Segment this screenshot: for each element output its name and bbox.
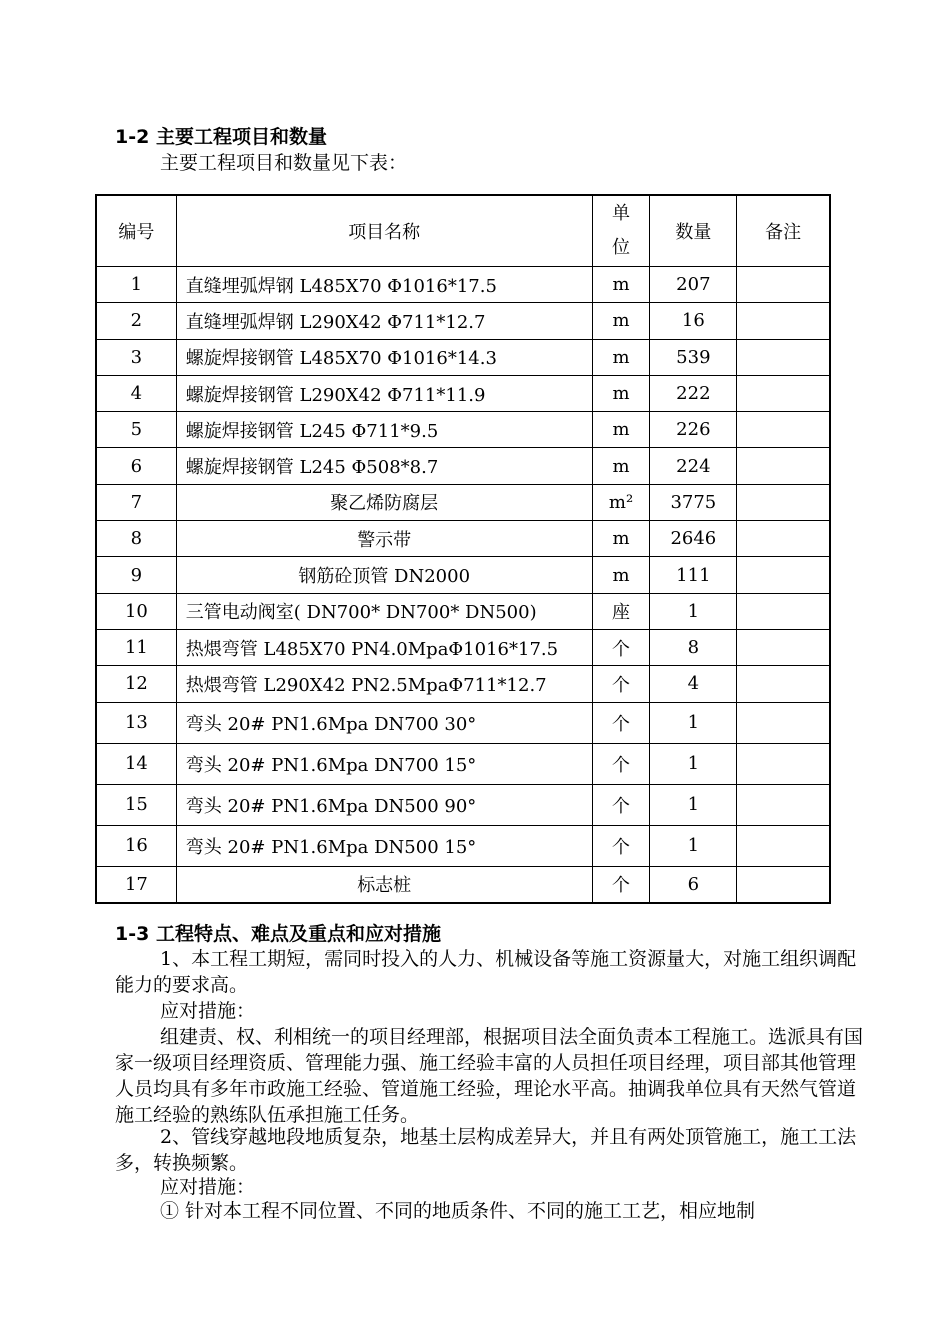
cell-number: 9 <box>96 557 176 593</box>
table-row <box>96 593 830 629</box>
cell-unit: m <box>592 448 650 484</box>
cell-quantity: 1 <box>650 702 737 743</box>
cell-quantity: 3775 <box>650 484 737 520</box>
cell-number: 15 <box>96 784 176 825</box>
cell-number: 7 <box>96 484 176 520</box>
cell-unit: 座 <box>592 593 650 629</box>
cell-item-name: 标志桩 <box>176 866 592 903</box>
table-row <box>96 702 830 743</box>
table-row <box>96 743 830 784</box>
cell-number: 13 <box>96 702 176 743</box>
table-header-row <box>96 195 830 267</box>
cell-quantity: 4 <box>650 666 737 702</box>
cell-number: 1 <box>96 267 176 303</box>
cell-remarks <box>737 412 830 448</box>
cell-quantity: 207 <box>650 267 737 303</box>
cell-quantity: 224 <box>650 448 737 484</box>
table-row <box>96 448 830 484</box>
cell-remarks <box>737 557 830 593</box>
cell-item-name: 螺旋焊接钢管 L290X42 Φ711*11.9 <box>176 375 592 411</box>
table-row <box>96 267 830 303</box>
cell-remarks <box>737 484 830 520</box>
cell-quantity: 539 <box>650 339 737 375</box>
cell-item-name: 弯头 20# PN1.6Mpa DN500 90° <box>176 784 592 825</box>
cell-number: 8 <box>96 521 176 557</box>
cell-remarks <box>737 375 830 411</box>
cell-item-name: 钢筋砼顶管 DN2000 <box>176 557 592 593</box>
table-row <box>96 339 830 375</box>
table-row <box>96 375 830 411</box>
cell-remarks <box>737 743 830 784</box>
table-row <box>96 557 830 593</box>
cell-item-name: 螺旋焊接钢管 L245 Φ508*8.7 <box>176 448 592 484</box>
section-heading-1-2: 1-2 主要工程项目和数量 <box>115 126 327 148</box>
cell-item-name: 三管电动阀室( DN700* DN700* DN500) <box>176 593 592 629</box>
cell-unit: m <box>592 303 650 339</box>
cell-remarks <box>737 267 830 303</box>
cell-quantity: 1 <box>650 743 737 784</box>
cell-number: 2 <box>96 303 176 339</box>
project-quantity-table <box>95 194 831 904</box>
cell-number: 17 <box>96 866 176 903</box>
cell-unit: m <box>592 557 650 593</box>
cell-number: 12 <box>96 666 176 702</box>
cell-number: 16 <box>96 825 176 866</box>
cell-number: 3 <box>96 339 176 375</box>
paragraph-4: 2、管线穿越地段地质复杂，地基土层构成差异大，并且有两处顶管施工，施工工法多，转换频繁。 <box>115 1126 857 1174</box>
cell-unit: 个 <box>592 866 650 903</box>
table-row <box>96 629 830 665</box>
table-row <box>96 303 830 339</box>
cell-number: 14 <box>96 743 176 784</box>
cell-number: 5 <box>96 412 176 448</box>
table-row <box>96 825 830 866</box>
cell-unit: 个 <box>592 743 650 784</box>
header-number: 编号 <box>96 195 176 267</box>
cell-remarks <box>737 521 830 557</box>
cell-remarks <box>737 593 830 629</box>
paragraph-5: 应对措施： <box>160 1176 256 1198</box>
table-row <box>96 784 830 825</box>
cell-remarks <box>737 784 830 825</box>
cell-item-name: 弯头 20# PN1.6Mpa DN700 30° <box>176 702 592 743</box>
cell-unit: m <box>592 521 650 557</box>
paragraph-2: 应对措施： <box>160 1000 256 1022</box>
cell-unit: m² <box>592 484 650 520</box>
cell-item-name: 螺旋焊接钢管 L485X70 Φ1016*14.3 <box>176 339 592 375</box>
cell-item-name: 热煨弯管 L485X70 PN4.0MpaΦ1016*17.5 <box>176 629 592 665</box>
table-body <box>96 267 830 903</box>
cell-remarks <box>737 866 830 903</box>
cell-remarks <box>737 825 830 866</box>
cell-unit: m <box>592 375 650 411</box>
paragraph-1: 1、本工程工期短，需同时投入的人力、机械设备等施工资源量大，对施工组织调配能力的要求高。 <box>115 948 857 996</box>
cell-quantity: 222 <box>650 375 737 411</box>
cell-unit: 个 <box>592 702 650 743</box>
cell-quantity: 226 <box>650 412 737 448</box>
cell-remarks <box>737 448 830 484</box>
cell-quantity: 1 <box>650 593 737 629</box>
cell-number: 10 <box>96 593 176 629</box>
cell-remarks <box>737 629 830 665</box>
cell-unit: m <box>592 412 650 448</box>
table-row <box>96 666 830 702</box>
paragraph-3: 组建责、权、利相统一的项目经理部，根据项目法全面负责本工程施工。选派具有国家一级项目经理资质、管理能力强、施工经验丰富的人员担任项目经理，项目部其他管理人员均具有多年市政施工经验、管道施工经验，理论水平高。抽调我单位具有天然气管道施工经验的熟练队伍承担施工任务。 <box>115 1026 864 1126</box>
cell-quantity: 111 <box>650 557 737 593</box>
cell-quantity: 6 <box>650 866 737 903</box>
cell-quantity: 1 <box>650 825 737 866</box>
cell-item-name: 直缝埋弧焊钢 L290X42 Φ711*12.7 <box>176 303 592 339</box>
cell-unit: 个 <box>592 629 650 665</box>
cell-unit: 个 <box>592 666 650 702</box>
cell-item-name: 弯头 20# PN1.6Mpa DN500 15° <box>176 825 592 866</box>
cell-remarks <box>737 666 830 702</box>
cell-number: 11 <box>96 629 176 665</box>
cell-quantity: 2646 <box>650 521 737 557</box>
cell-item-name: 弯头 20# PN1.6Mpa DN700 15° <box>176 743 592 784</box>
header-remarks: 备注 <box>737 195 830 267</box>
header-quantity: 数量 <box>650 195 737 267</box>
cell-remarks <box>737 702 830 743</box>
table-row <box>96 521 830 557</box>
cell-item-name: 聚乙烯防腐层 <box>176 484 592 520</box>
section-intro: 主要工程项目和数量见下表： <box>160 152 408 174</box>
cell-unit: 个 <box>592 784 650 825</box>
cell-remarks <box>737 303 830 339</box>
cell-number: 6 <box>96 448 176 484</box>
section-heading-1-3: 1-3 工程特点、难点及重点和应对措施 <box>115 923 441 945</box>
cell-quantity: 1 <box>650 784 737 825</box>
cell-quantity: 16 <box>650 303 737 339</box>
cell-item-name: 热煨弯管 L290X42 PN2.5MpaΦ711*12.7 <box>176 666 592 702</box>
cell-item-name: 警示带 <box>176 521 592 557</box>
cell-remarks <box>737 339 830 375</box>
cell-item-name: 直缝埋弧焊钢 L485X70 Φ1016*17.5 <box>176 267 592 303</box>
table-row <box>96 866 830 903</box>
header-item-name: 项目名称 <box>176 195 592 267</box>
cell-unit: 个 <box>592 825 650 866</box>
cell-item-name: 螺旋焊接钢管 L245 Φ711*9.5 <box>176 412 592 448</box>
header-unit-text: 单位 <box>612 203 631 258</box>
header-unit <box>592 195 650 267</box>
cell-number: 4 <box>96 375 176 411</box>
table-row <box>96 412 830 448</box>
cell-unit: m <box>592 339 650 375</box>
table-row <box>96 484 830 520</box>
cell-unit: m <box>592 267 650 303</box>
paragraph-6: ① 针对本工程不同位置、不同的地质条件、不同的施工工艺，相应地制 <box>160 1200 756 1222</box>
cell-quantity: 8 <box>650 629 737 665</box>
